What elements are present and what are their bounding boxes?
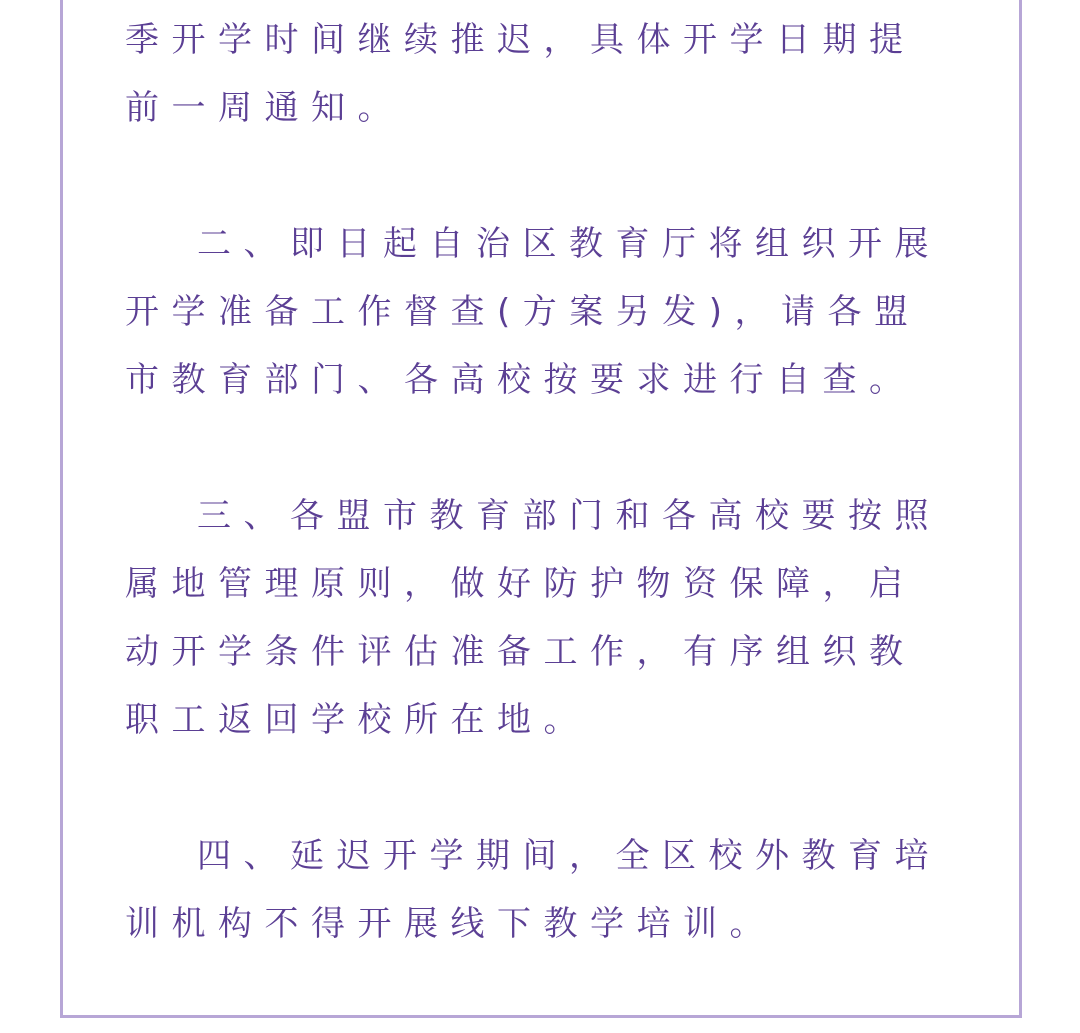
paragraph-gap xyxy=(125,142,955,210)
paragraph-item-2: 二、即日起自治区教育厅将组织开展开学准备工作督查(方案另发)，请各盟市教育部门、各高校按要求进行自查。 xyxy=(125,224,941,400)
article-body xyxy=(125,6,955,958)
paragraph-continuation: 季开学时间继续推迟，具体开学日期提前一周通知。 xyxy=(125,20,916,128)
paragraph-gap xyxy=(125,414,955,482)
paragraph-item-4: 四、延迟开学期间，全区校外教育培训机构不得开展线下教学培训。 xyxy=(125,836,941,944)
paragraph-item-3: 三、各盟市教育部门和各高校要按照属地管理原则，做好防护物资保障，启动开学条件评估准备工作，有序组织教职工返回学校所在地。 xyxy=(125,496,941,740)
paragraph-gap xyxy=(125,754,955,822)
